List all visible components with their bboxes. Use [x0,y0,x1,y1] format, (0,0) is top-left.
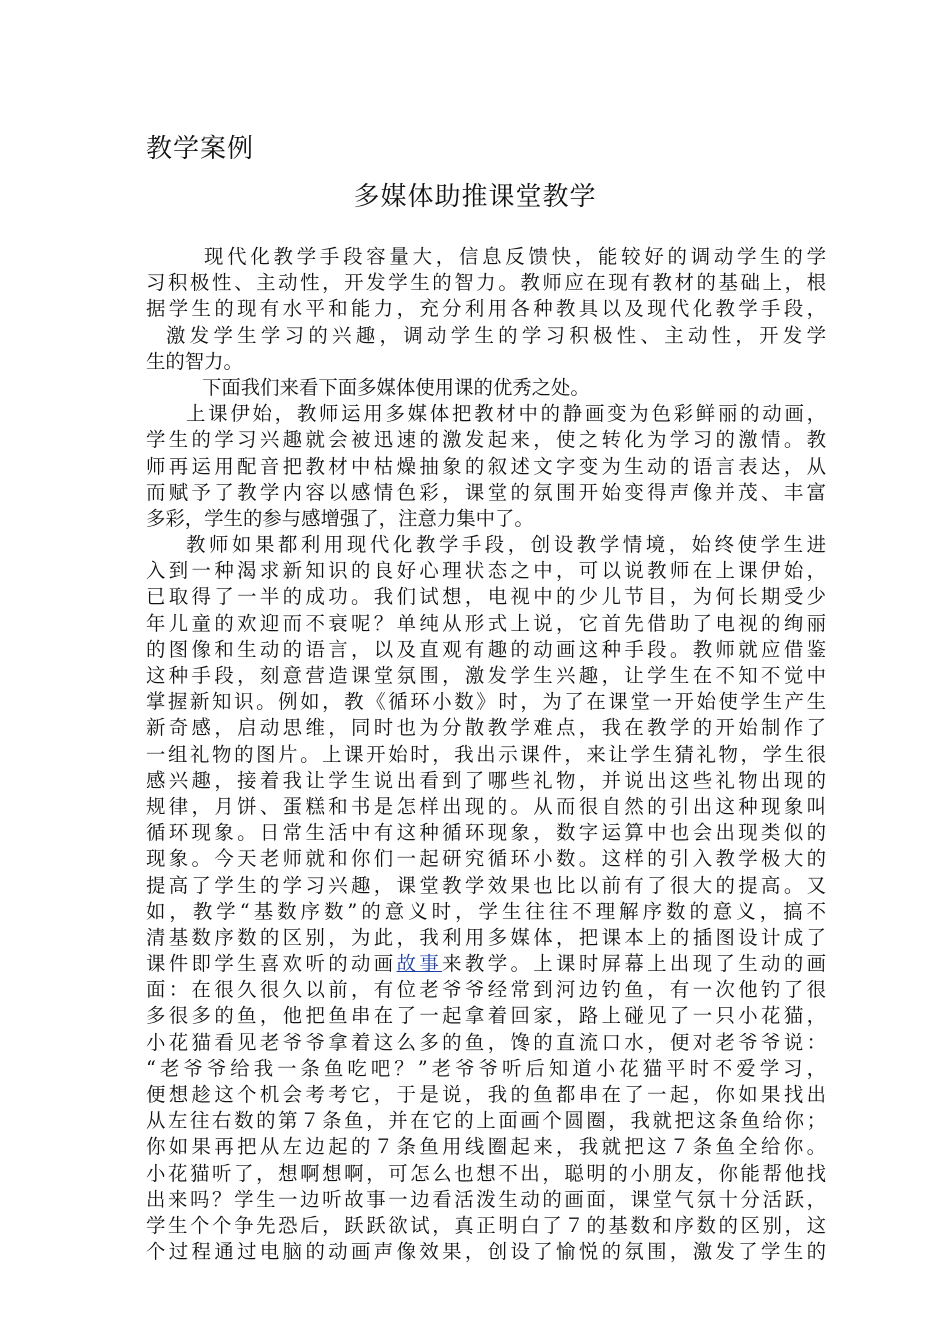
text-line: “老爷爷给我一条鱼吃吧？”老爷爷听后知道小花猫平时不爱学习， [146,1056,826,1080]
text-line: 入到一种渴求新知识的良好心理状态之中，可以说教师在上课伊始， [146,559,826,583]
text-line: 学生个个争先恐后，跃跃欲试，真正明白了７的基数和序数的区别，这 [146,1213,826,1237]
text-line: 学生的学习兴趣就会被迅速的激发起来，使之转化为学习的激情。教 [146,428,826,452]
story-link[interactable]: 故事 [396,952,443,976]
text-line: 的图像和生动的语言，以及直观有趣的动画这种手段。教师就应借鉴 [146,637,826,661]
text-line: 新奇感，启动思维，同时也为分散教学难点，我在教学的开始制作了 [146,716,826,740]
text-segment: 来教学。上课时屏幕上出现了生动的画 [442,952,827,976]
text-line: 面：在很久很久以前，有位老爷爷经常到河边钓鱼，有一次他钓了很 [146,978,826,1002]
text-line: 下面我们来看下面多媒体使用课的优秀之处。 [202,375,590,399]
text-line: 小花猫看见老爷爷拿着这么多的鱼，馋的直流口水，便对老爷爷说： [146,1030,826,1054]
text-line: 清基数序数的区别，为此，我利用多媒体，把课本上的插图设计成了 [146,925,826,949]
text-line: 现代化教学手段容量大，信息反馈快，能较好的调动学生的学 [204,245,826,268]
text-line: 而赋予了教学内容以感情色彩，课堂的氛围开始变得声像并茂、丰富 [146,480,826,504]
text-line: 你如果再把从左边起的７条鱼用线圈起来，我就把这７条鱼全给你。 [146,1135,826,1159]
text-line: 师再运用配音把教材中枯燥抽象的叙述文字变为生动的语言表达，从 [146,454,826,478]
text-line: 教师如果都利用现代化教学手段，创设教学情境，始终使学生进 [186,533,826,557]
text-line: 习积极性、主动性，开发学生的智力。教师应在现有教材的基础上，根 [146,271,826,295]
text-line: 据学生的现有水平和能力，充分利用各种教具以及现代化教学手段， [146,297,826,321]
text-line: 现象。今天老师就和你们一起研究循环小数。这样的引入教学极大的 [146,847,826,871]
text-line: 多很多的鱼，他把鱼串在了一起拿着回家，路上碰见了一只小花猫， [146,1004,826,1028]
text-line: 这种手段，刻意营造课堂氛围，激发学生兴趣，让学生在不知不觉中 [146,664,826,687]
text-line: 生的智力。 [146,349,243,373]
text-line: 如，教学“基数序数”的意义时，学生往往不理解序数的意义，搞不 [146,899,826,923]
document-label: 教学案例 [146,134,255,164]
text-line: 已取得了一半的成功。我们试想，电视中的少儿节目，为何长期受少 [146,585,826,609]
text-line: 个过程通过电脑的动画声像效果，创设了愉悦的氛围，激发了学生的 [146,1240,826,1264]
text-line: 循环现象。日常生活中有这种循环现象，数字运算中也会出现类似的 [146,821,826,845]
text-line: 小花猫听了，想啊想啊，可怎么也想不出，聪明的小朋友，你能帮他找 [146,1161,826,1185]
text-line-with-link [146,951,826,977]
text-line: 上课伊始，教师运用多媒体把教材中的静画变为色彩鲜丽的动画， [186,402,826,426]
text-line: 从左往右数的第７条鱼，并在它的上面画个圆圈，我就把这条鱼给你； [146,1109,826,1133]
text-line: 便想趁这个机会考考它，于是说，我的鱼都串在了一起，你如果找出 [146,1083,826,1106]
document-body [146,244,826,1265]
page-title: 多媒体助推课堂教学 [353,182,597,212]
text-line: 多彩，学生的参与感增强了，注意力集中了。 [146,506,534,530]
text-line: 年儿童的欢迎而不衰呢？单纯从形式上说，它首先借助了电视的绚丽 [146,611,826,635]
text-line: 出来吗？学生一边听故事一边看活泼生动的画面，课堂气氛十分活跃， [146,1187,826,1211]
text-line: 规律，月饼、蛋糕和书是怎样出现的。从而很自然的引出这种现象叫 [146,794,826,818]
text-line: 提高了学生的学习兴趣，课堂教学效果也比以前有了很大的提高。又 [146,873,826,897]
text-segment: 课件即学生喜欢听的动画 [146,952,397,976]
text-line: 掌握新知识。例如，教《循环小数》时，为了在课堂一开始使学生产生 [146,690,826,714]
text-line: 感兴趣，接着我让学生说出看到了哪些礼物，并说出这些礼物出现的 [146,768,826,792]
text-line: 激发学生学习的兴趣，调动学生的学习积极性、主动性，开发学 [166,323,826,347]
text-line: 一组礼物的图片。上课开始时，我出示课件，来让学生猜礼物，学生很 [146,742,826,766]
